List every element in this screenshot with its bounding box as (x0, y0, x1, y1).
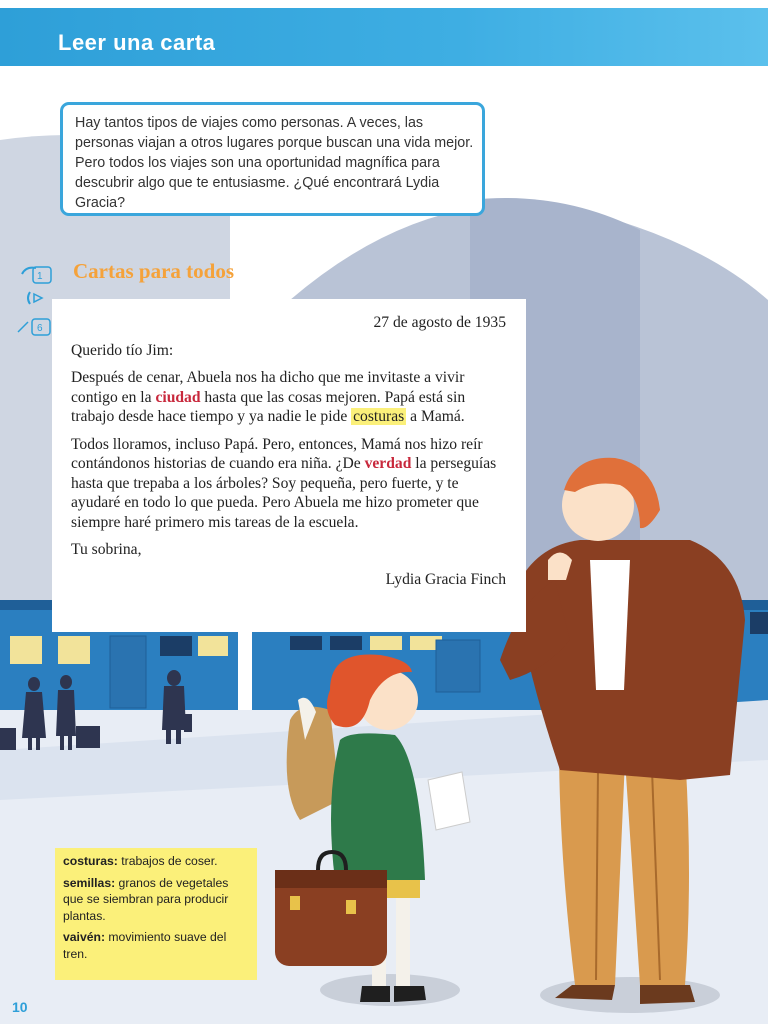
letter-date: 27 de agosto de 1935 (373, 314, 506, 331)
letter-paragraph-1: Después de cenar, Abuela nos ha dicho que me invitaste a vivir contigo en la ciudad hasta que las cosas mejoren. Papá está sin trabajo desde hace tiempo y ya nadie le pide costuras a Mamá. (71, 369, 466, 425)
intro-box (60, 102, 485, 216)
track-icon[interactable] (18, 319, 50, 335)
vocab-word-verdad[interactable]: verdad (364, 455, 412, 472)
section-title: Cartas para todos (73, 259, 234, 283)
page-title: Leer una carta (58, 30, 216, 55)
glossary-entry: vaivén: movimiento suave del tren. (63, 930, 227, 961)
page-number: 10 (12, 999, 28, 1015)
intro-text: Hay tantos tipos de viajes como personas. A veces, las personas viajan a otros lugares porque buscan una vida mejor. Pero todos los viajes son una oportunidad magnífica para descubrir algo que te entusiasme. ¿Qué encontrará Lydia Gracia? (75, 115, 474, 211)
audio-icons[interactable] (12, 262, 52, 342)
track-a-number: 1 (37, 271, 43, 282)
glossary-box (55, 848, 257, 980)
letter-greeting: Querido tío Jim: (71, 341, 174, 359)
vocab-word-ciudad[interactable]: ciudad (155, 388, 201, 406)
glossary-entry: costuras: trabajos de coser. (63, 854, 218, 868)
letter-signature: Lydia Gracia Finch (385, 570, 506, 588)
glossary-word-costuras[interactable]: costuras (353, 408, 405, 425)
glossary-entry: semillas: granos de vegetales que se siembran para producir plantas. (63, 875, 229, 923)
track-b-number: 6 (37, 323, 43, 334)
letter-closing: Tu sobrina, (71, 541, 142, 558)
audio-track-icon[interactable] (22, 267, 51, 283)
header-bar (0, 8, 768, 66)
letter-paragraph-2: Todos lloramos, incluso Papá. Pero, entonces, Mamá nos hizo reír contándonos historias de cuando era niña. ¿De verdad la perseguías hasta que trepaba a los árboles? Soy pequeña, pero fuerte, y te ayudaré en todo lo que pueda. Pero Abuela me hizo prometer que siempre haré primero mis tareas de la escuela. (71, 435, 497, 531)
play-icon[interactable] (28, 292, 42, 304)
letter (52, 299, 526, 632)
